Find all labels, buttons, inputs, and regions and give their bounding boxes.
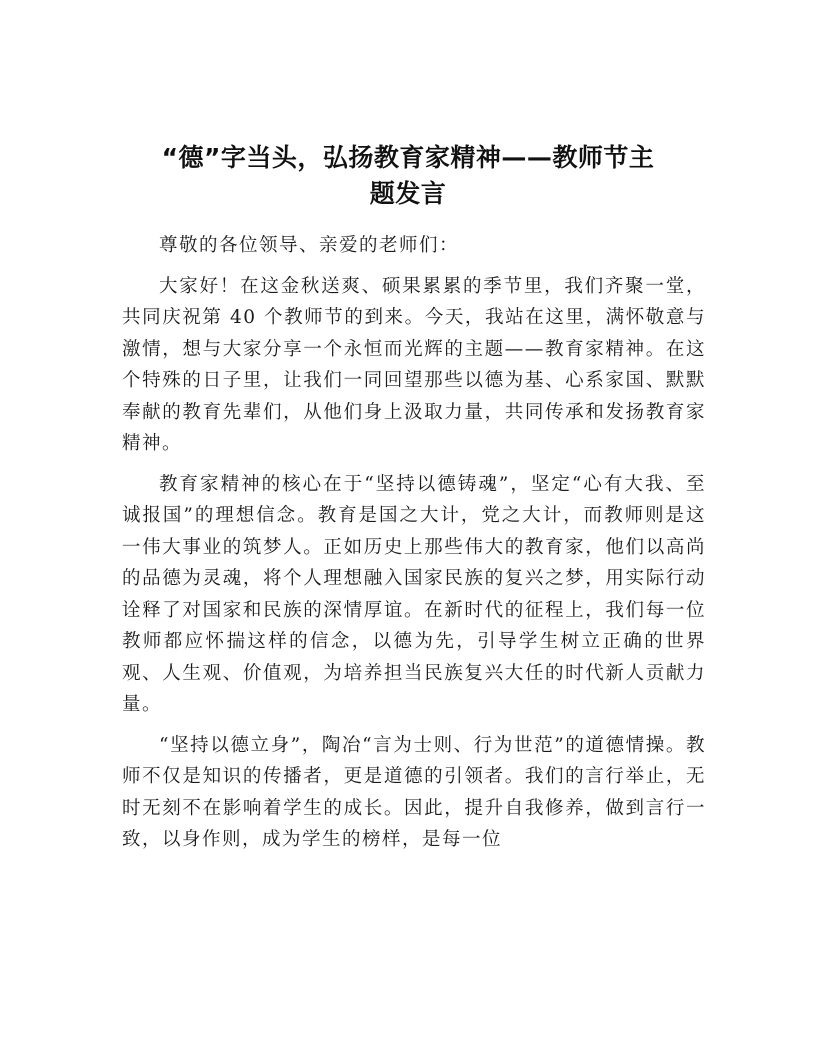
body-paragraph: “坚持以德立身”，陶冶“言为士则、行为世范”的道德情操。教师不仅是知识的传播者，更是道德的引领者。我们的言行举止，无时无刻不在影响着学生的成长。因此，提升自我修养，做到言行一致，以身作则，成为学生的榜样，是每一位 <box>122 734 706 850</box>
document-title <box>110 140 706 212</box>
body-paragraph: 教育家精神的核心在于“坚持以德铸魂”，坚定“心有大我、至诚报国”的理想信念。教育是国之大计，党之大计，而教师则是这一伟大事业的筑梦人。正如历史上那些伟大的教育家，他们以高尚的品德为灵魂，将个人理想融入国家民族的复兴之梦，用实际行动诠释了对国家和民族的深情厚谊。在新时代的征程上，我们每一位教师都应怀揣这样的信念，以德为先，引导学生树立正确的世界观、人生观、价值观，为培养担当民族复兴大任的时代新人贡献力量。 <box>122 473 706 715</box>
title-line-1: “德”字当头，弘扬教育家精神——教师节主 <box>161 143 655 172</box>
salutation-paragraph: 尊敬的各位领导、亲爱的老师们： <box>159 235 460 256</box>
body-paragraph: 大家好！在这金秋送爽、硕果累累的季节里，我们齐聚一堂，共同庆祝第 40 个教师节的到来。今天，我站在这里，满怀敬意与激情，想与大家分享一个永恒而光辉的主题——教育家精神。在这个特殊的日子里，让我们一同回望那些以德为基、心系家国、默默奉献的教育先辈们，从他们身上汲取力量，共同传承和发扬教育家精神。 <box>122 275 706 454</box>
document-body <box>122 230 706 865</box>
title-line-2: 题发言 <box>369 179 447 208</box>
